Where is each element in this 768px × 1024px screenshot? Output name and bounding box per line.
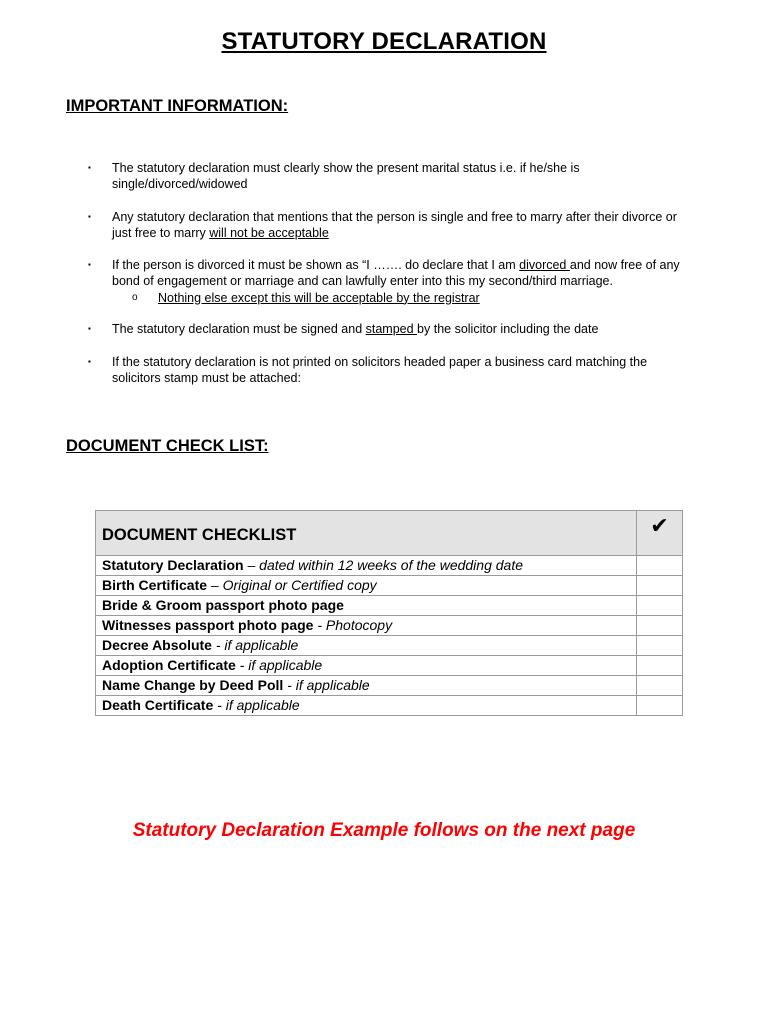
document-cell <box>96 676 637 696</box>
document-title: STATUTORY DECLARATION <box>221 28 547 55</box>
info-line: single/divorced/widowed <box>112 177 248 192</box>
document-name: Decree Absolute <box>102 637 212 653</box>
document-note: - if applicable <box>213 697 300 713</box>
document-name: Birth Certificate <box>102 577 208 593</box>
info-line-text: and now free of any <box>569 258 680 272</box>
table-row <box>96 576 683 596</box>
document-cell <box>96 696 637 716</box>
info-line: Any statutory declaration that mentions that the person is single and free to marry after their divorce or <box>112 210 677 224</box>
document-cell <box>96 556 637 576</box>
check-cell[interactable] <box>637 576 683 596</box>
info-item-marital-status <box>88 160 718 194</box>
table-row <box>96 616 683 636</box>
checkmark-icon: ✔ <box>637 511 683 556</box>
table-row <box>96 596 683 616</box>
important-information-heading: IMPORTANT INFORMATION: <box>66 97 289 115</box>
table-row <box>96 556 683 576</box>
info-line-text: just free to marry <box>112 226 210 241</box>
info-text <box>112 160 712 193</box>
info-item-headed-paper <box>88 354 718 388</box>
document-cell <box>96 636 637 656</box>
document-cell <box>96 656 637 676</box>
underlined-text: will not be acceptable <box>209 226 329 241</box>
underlined-text: stamped <box>365 322 418 336</box>
table-row <box>96 636 683 656</box>
info-line: The statutory declaration must clearly show the present marital status i.e. if he/she is <box>112 161 580 175</box>
document-name: Witnesses passport photo page <box>102 617 314 633</box>
table-row <box>96 656 683 676</box>
info-line: bond of engagement or marriage and can lawfully enter into this my second/third marriage. <box>112 274 613 289</box>
next-page-note: Statutory Declaration Example follows on the next page <box>132 820 636 841</box>
table-row <box>96 676 683 696</box>
info-text <box>112 354 712 387</box>
info-text <box>112 321 712 337</box>
document-note: - if applicable <box>211 637 299 653</box>
info-line <box>112 225 712 241</box>
circle-bullet-icon: o <box>132 291 138 303</box>
bullet-icon: ▪ <box>88 260 91 269</box>
info-line-text: The statutory declaration must be signed and <box>112 322 366 336</box>
table-row <box>96 696 683 716</box>
document-cell <box>96 596 637 616</box>
info-line <box>112 321 712 337</box>
table-header-row <box>96 511 683 556</box>
bullet-icon: ▪ <box>88 324 91 333</box>
info-line-text: by the solicitor including the date <box>417 322 599 336</box>
underlined-text: divorced <box>519 258 570 272</box>
info-text <box>112 257 712 290</box>
document-note: – Original or Certified copy <box>207 577 377 593</box>
document-name: Death Certificate <box>102 697 214 713</box>
bullet-icon: ▪ <box>88 163 91 172</box>
info-line <box>112 257 712 273</box>
document-name: Name Change by Deed Poll <box>102 677 284 693</box>
info-item-single-free-to-marry <box>88 209 718 243</box>
info-line: If the statutory declaration is not printed on solicitors headed paper a business card matching the <box>112 355 648 369</box>
info-item-signed-stamped <box>88 321 718 338</box>
check-cell[interactable] <box>637 596 683 616</box>
document-cell <box>96 576 637 596</box>
table-header-document-checklist: DOCUMENT CHECKLIST <box>96 511 637 556</box>
document-cell <box>96 616 637 636</box>
document-checklist-table <box>95 510 683 716</box>
document-note: – dated within 12 weeks of the wedding date <box>243 557 524 573</box>
info-item-divorced-wording <box>88 257 718 309</box>
bullet-icon: ▪ <box>88 212 91 221</box>
check-cell[interactable] <box>637 636 683 656</box>
check-cell[interactable] <box>637 696 683 716</box>
check-cell[interactable] <box>637 656 683 676</box>
document-name: Adoption Certificate <box>102 657 236 673</box>
document-note: - Photocopy <box>313 617 393 633</box>
document-note: - if applicable <box>235 657 323 673</box>
document-name: Bride & Groom passport photo page <box>102 597 344 613</box>
check-cell[interactable] <box>637 676 683 696</box>
check-cell[interactable] <box>637 616 683 636</box>
info-text <box>112 209 712 242</box>
info-line-text: If the person is divorced it must be shown as “I ……. do declare that I am <box>112 258 520 272</box>
document-check-list-heading: DOCUMENT CHECK LIST: <box>66 437 269 455</box>
document-note: - if applicable <box>283 677 370 693</box>
sub-item-text: Nothing else except this will be acceptable by the registrar <box>158 290 480 305</box>
bullet-icon: ▪ <box>88 357 91 366</box>
info-line: solicitors stamp must be attached: <box>112 371 301 386</box>
check-cell[interactable] <box>637 556 683 576</box>
document-name: Statutory Declaration <box>102 557 244 573</box>
